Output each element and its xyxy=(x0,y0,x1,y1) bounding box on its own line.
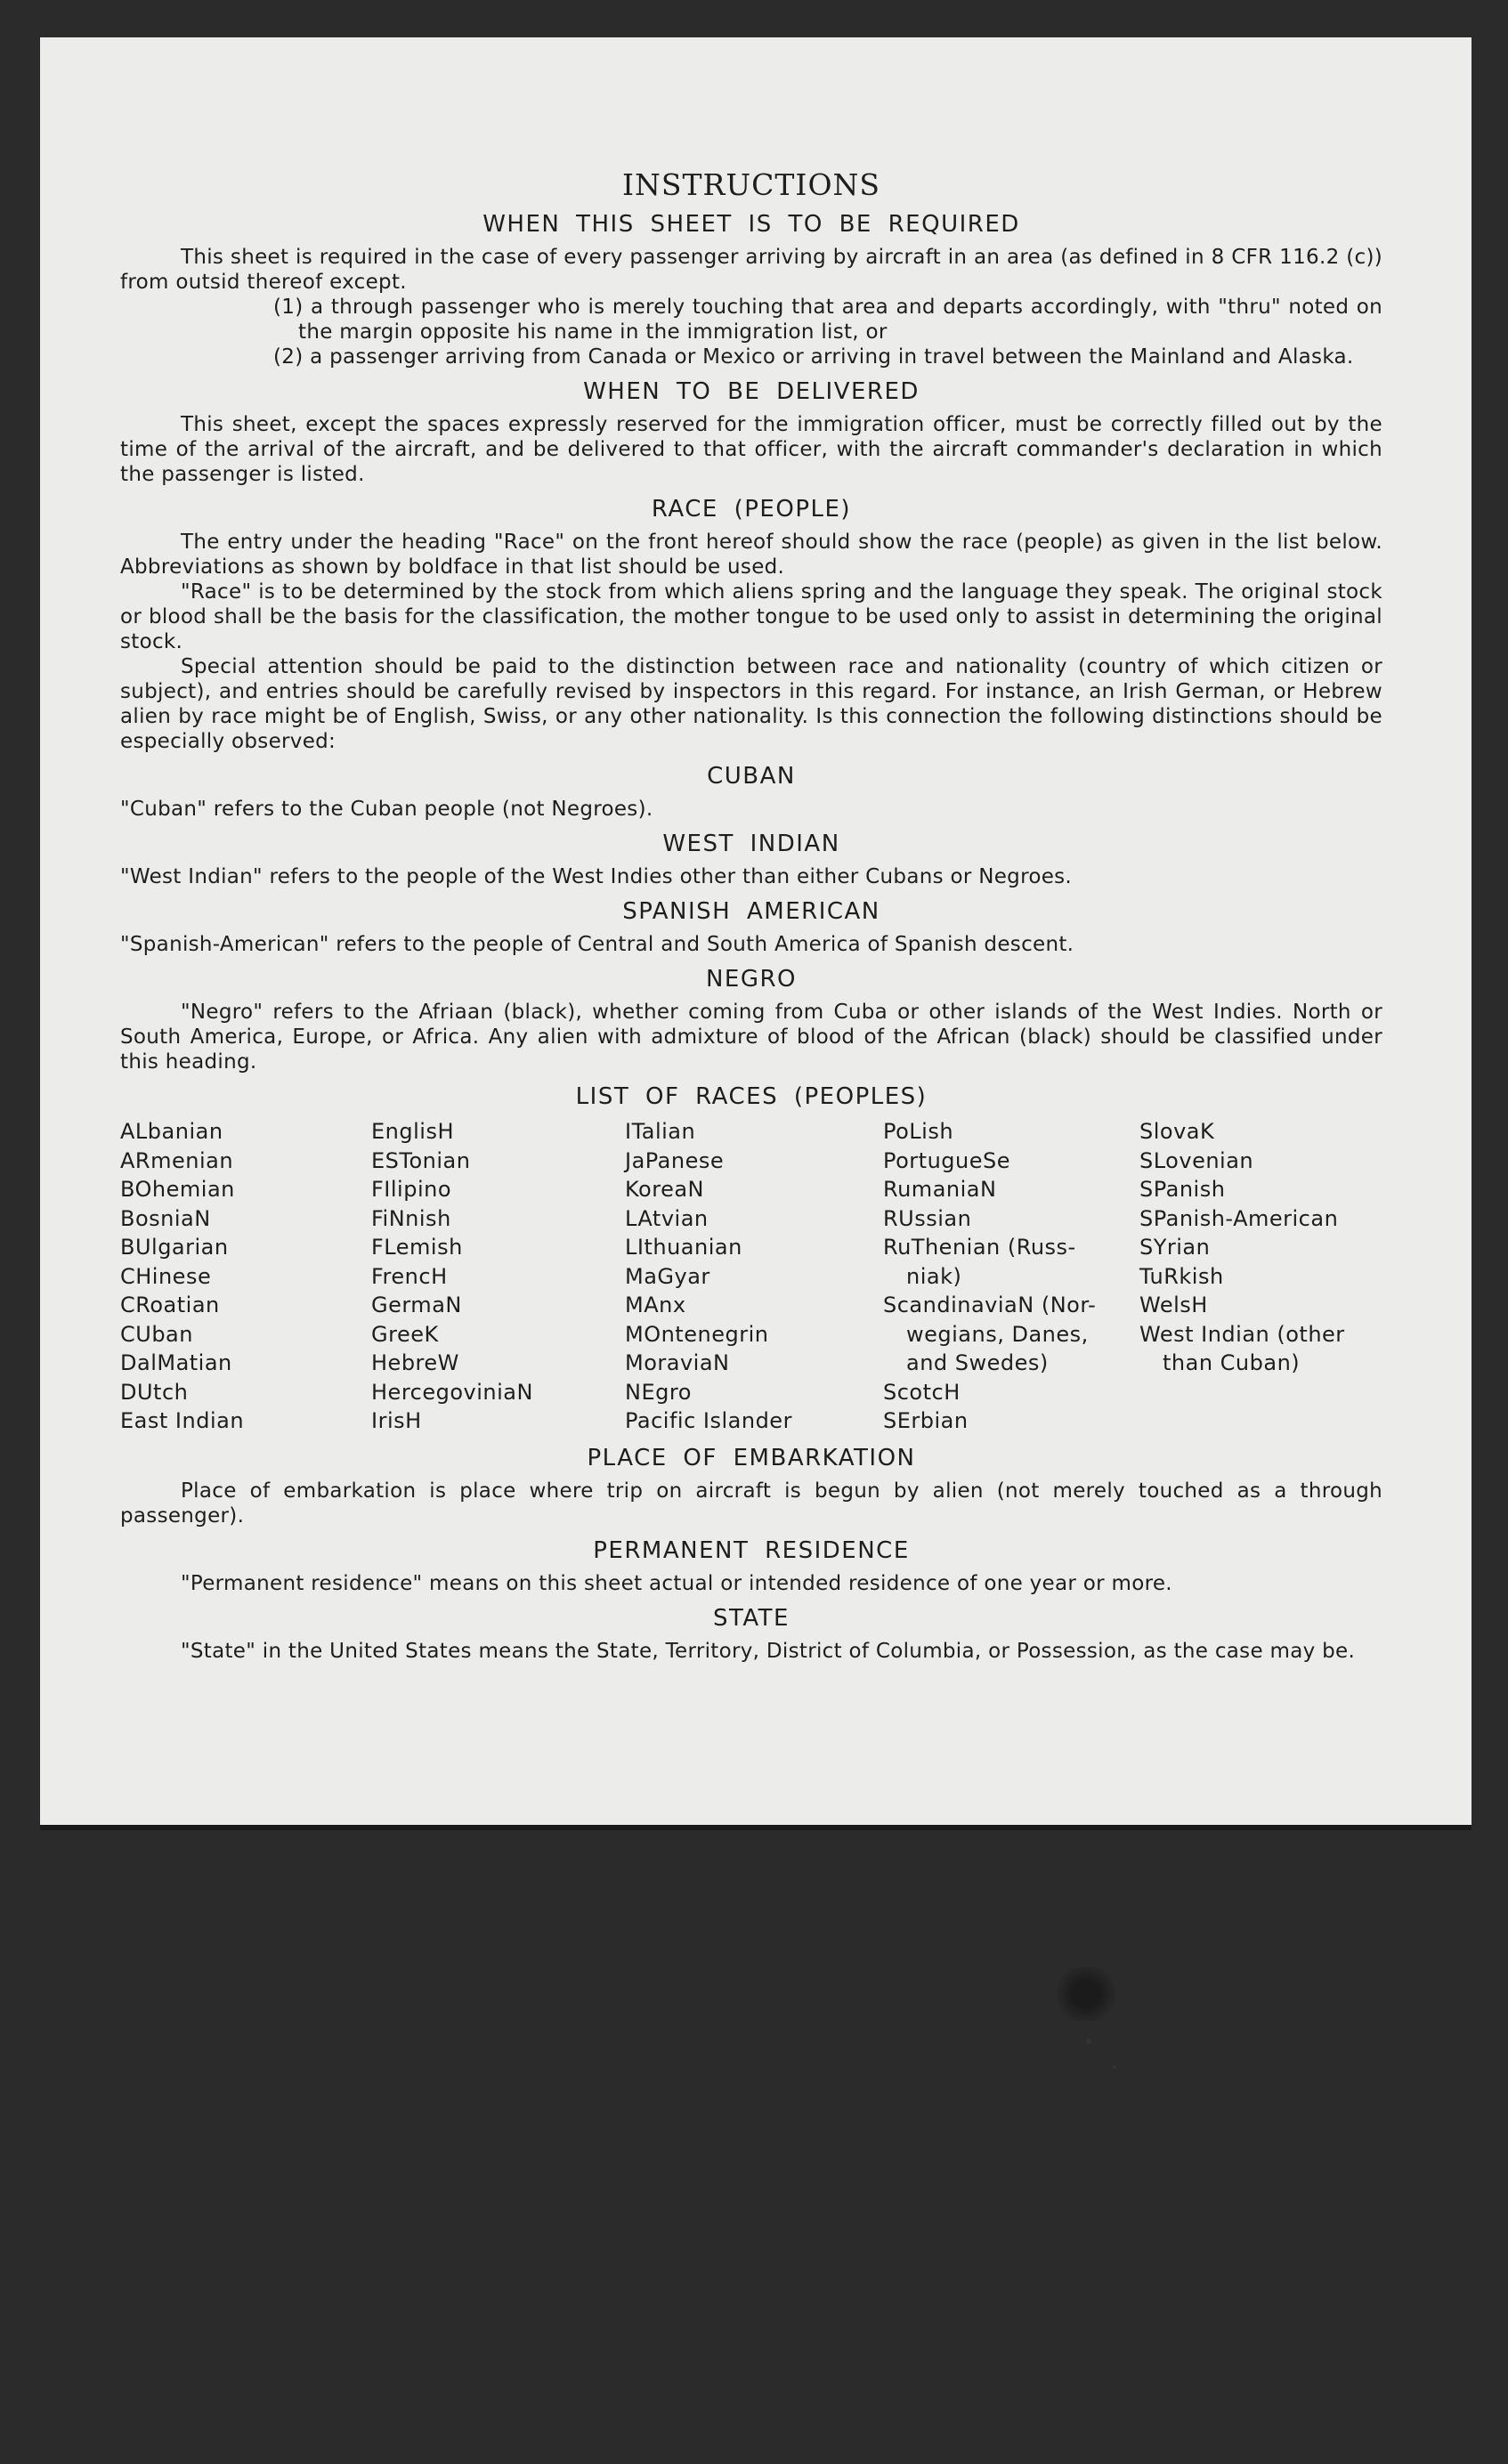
race-entry: WelsH xyxy=(1139,1293,1208,1317)
document-title: INSTRUCTIONS xyxy=(621,167,881,202)
instruction-sheet xyxy=(40,37,1472,1825)
race-entry: TuRkish xyxy=(1139,1263,1224,1289)
races-column-1 xyxy=(120,1117,371,1436)
paragraph-race-1: The entry under the heading "Race" on the front hereof should show the race (people) as given in the list below. Abbreviations as shown by boldface in that list should be used. xyxy=(120,531,1382,579)
race-entry: CRoatian xyxy=(120,1293,220,1317)
race-entry: East Indian xyxy=(120,1408,245,1433)
scan-stain xyxy=(1050,1967,1122,2021)
race-entry: MAnx xyxy=(625,1293,686,1317)
race-entry: BOhemian xyxy=(120,1177,235,1202)
section-heading-permanent-residence: PERMANENT RESIDENCE xyxy=(593,1536,910,1564)
race-entry: MOntenegrin xyxy=(625,1321,769,1347)
races-column-4 xyxy=(883,1117,1139,1436)
race-entry: HebreW xyxy=(371,1350,459,1375)
race-entry: MaGyar xyxy=(625,1263,710,1289)
paragraph-negro: "Negro" refers to the Afriaan (black), whether coming from Cuba or other islands of the West Indies. North or South America, Europe, or Africa. Any alien with admixture of blood of the African (black) should be classified under this heading. xyxy=(120,1001,1382,1074)
race-entry: Pacific Islander xyxy=(625,1408,792,1433)
race-entry: ESTonian xyxy=(371,1147,471,1173)
race-entry: PoLish xyxy=(883,1119,954,1144)
scan-speck xyxy=(1113,2065,1116,2069)
race-entry: MoraviaN xyxy=(625,1350,730,1375)
race-entry: FiNnish xyxy=(371,1205,451,1231)
paragraph-cuban: "Cuban" refers to the Cuban people (not Negroes). xyxy=(120,798,653,821)
paragraph-state: "State" in the United States means the State, Territory, District of Columbia, or Possession, as the case may be. xyxy=(181,1639,1356,1663)
race-entry: SPanish xyxy=(1139,1177,1226,1202)
sheet-edge-shadow xyxy=(40,1825,1472,1830)
paragraph-west-indian: "West Indian" refers to the people of the West Indies other than either Cubans or Negroes. xyxy=(120,865,1073,888)
race-entry: ScotcH xyxy=(883,1379,961,1405)
exception-item-2: (2) a passenger arriving from Canada or Mexico or arriving in travel between the Mainland and Alaska. xyxy=(273,345,1354,369)
race-entry: ALbanian xyxy=(120,1119,223,1144)
race-entry: GermaN xyxy=(371,1293,462,1317)
race-entry: RUssian xyxy=(883,1205,972,1231)
races-column-3 xyxy=(625,1117,883,1436)
race-entry: SLovenian xyxy=(1139,1147,1254,1173)
race-entry: HercegoviniaN xyxy=(371,1379,533,1405)
section-heading-west-indian: WEST INDIAN xyxy=(662,831,840,857)
race-entry-continued: than Cuban) xyxy=(1163,1350,1301,1375)
section-heading-state: STATE xyxy=(713,1604,790,1632)
race-entry: FIlipino xyxy=(371,1177,452,1202)
section-heading-race: RACE (PEOPLE) xyxy=(651,496,852,523)
paragraph-permanent-residence: "Permanent residence" means on this sheet actual or intended residence of one year or more. xyxy=(181,1571,1172,1595)
race-entry: JaPanese xyxy=(625,1147,725,1173)
paragraph-race-2: "Race" is to be determined by the stock from which aliens spring and the language they speak. The original stock or blood shall be the basis for the classification, the mother tongue to be used only to assist in determining the original stock. xyxy=(120,580,1382,653)
race-entry: NEgro xyxy=(625,1379,692,1405)
exception-item-1: (1) a through passenger who is merely touching that area and departs accordingly, with "thru" noted on the margin opposite his name in the immigration list, or xyxy=(273,296,1382,344)
race-entry: SlovaK xyxy=(1139,1119,1215,1144)
section-heading-cuban: CUBAN xyxy=(707,763,796,790)
race-entry: EnglisH xyxy=(371,1119,454,1144)
section-heading-delivered: WHEN TO BE DELIVERED xyxy=(583,378,920,405)
race-entry: BUlgarian xyxy=(120,1235,229,1260)
race-entry: RuThenian (Russ- xyxy=(883,1235,1076,1260)
paragraph-embarkation: Place of embarkation is place where trip on aircraft is begun by alien (not merely touched as a through passenger). xyxy=(120,1479,1382,1528)
races-list xyxy=(120,1117,1382,1436)
race-entry: PortugueSe xyxy=(883,1147,1010,1173)
section-heading-negro: NEGRO xyxy=(705,966,798,993)
race-entry: SPanish-American xyxy=(1139,1205,1339,1231)
race-entry: DUtch xyxy=(120,1379,189,1405)
race-entry: SErbian xyxy=(883,1408,969,1433)
race-entry-continued: wegians, Danes, xyxy=(906,1321,1089,1347)
race-entry: SYrian xyxy=(1139,1235,1211,1260)
race-entry: DalMatian xyxy=(120,1350,232,1375)
section-heading-embarkation: PLACE OF EMBARKATION xyxy=(587,1444,916,1471)
section-heading-spanish-american: SPANISH AMERICAN xyxy=(622,898,880,925)
paragraph-race-3: Special attention should be paid to the distinction between race and nationality (country of which citizen or subject), and entries should be carefully revised by inspectors in this regard. For instance, an Irish German, or Hebrew alien by race might be of English, Swiss, or any other nationality. Is this connection the following distinctions should be especially observed: xyxy=(120,655,1382,753)
race-entry-continued: niak) xyxy=(906,1263,962,1289)
races-list-heading: LIST OF RACES (PEOPLES) xyxy=(575,1083,928,1110)
paragraph-required-intro: This sheet is required in the case of every passenger arriving by aircraft in an area (as defined in 8 CFR 116.2 (c)) from outsid thereof except. xyxy=(120,246,1382,294)
race-entry: West Indian (other xyxy=(1139,1321,1345,1347)
race-entry: ScandinaviaN (Nor- xyxy=(883,1293,1097,1317)
race-entry: KoreaN xyxy=(625,1177,704,1202)
race-entry: FLemish xyxy=(371,1235,463,1260)
paragraph-spanish-american: "Spanish-American" refers to the people of Central and South America of Spanish descent. xyxy=(120,933,1074,956)
race-entry: LAtvian xyxy=(625,1205,709,1231)
race-entry: ITalian xyxy=(625,1119,696,1144)
scan-speck xyxy=(1086,2038,1091,2044)
race-entry: FrencH xyxy=(371,1263,448,1289)
paragraph-delivered: This sheet, except the spaces expressly reserved for the immigration officer, must be correctly filled out by the time of the arrival of the aircraft, and be delivered to that officer, with the aircraft commander's declaration in which the passenger is listed. xyxy=(120,413,1382,486)
race-entry: RumaniaN xyxy=(883,1177,997,1202)
race-entry: CHinese xyxy=(120,1263,212,1289)
race-entry: LIthuanian xyxy=(625,1235,742,1260)
race-entry: BosniaN xyxy=(120,1205,211,1231)
races-column-2 xyxy=(371,1117,625,1436)
race-entry-continued: and Swedes) xyxy=(906,1350,1049,1375)
races-column-5 xyxy=(1139,1117,1389,1436)
race-entry: CUban xyxy=(120,1321,193,1347)
race-entry: IrisH xyxy=(371,1408,422,1433)
race-entry: GreeK xyxy=(371,1321,439,1347)
race-entry: ARmenian xyxy=(120,1147,234,1173)
section-heading-required: WHEN THIS SHEET IS TO BE REQUIRED xyxy=(482,211,1020,238)
